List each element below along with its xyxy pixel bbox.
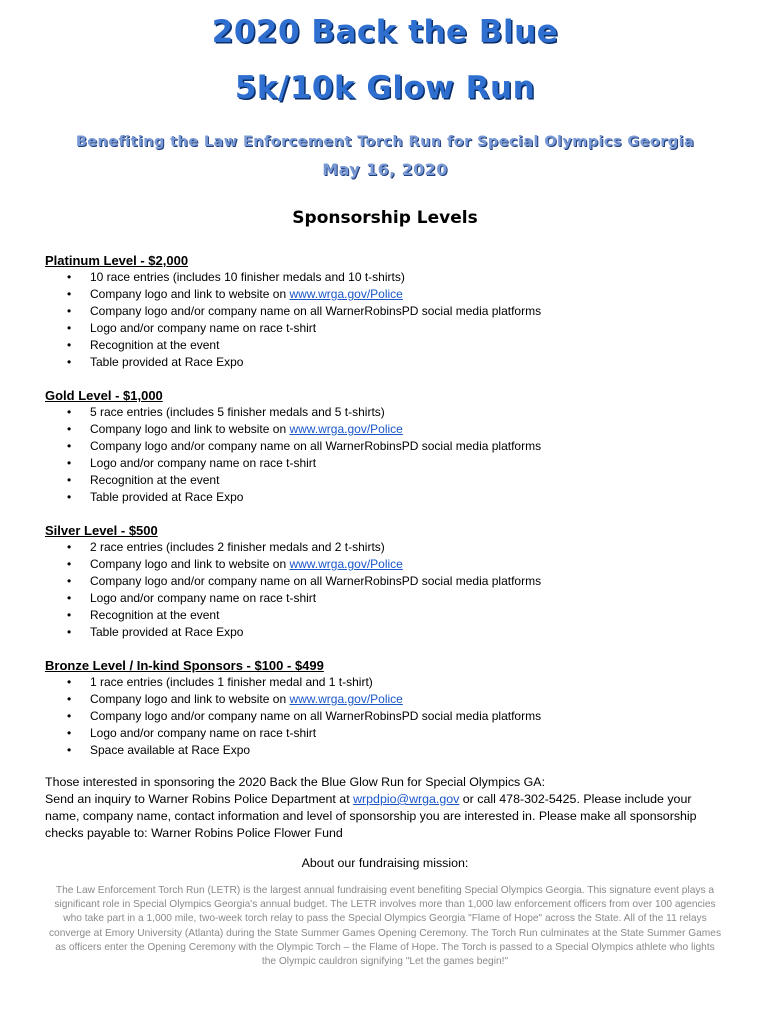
list-item xyxy=(45,455,745,472)
benefit-text: Company logo and link to website on xyxy=(90,556,290,571)
list-item xyxy=(45,674,745,691)
bullet-icon: • xyxy=(67,573,72,588)
benefit-text: Logo and/or company name on race t-shirt xyxy=(90,725,317,740)
sponsor-level-gold xyxy=(45,388,745,505)
about-title: About our fundraising mission: xyxy=(301,856,469,870)
list-item xyxy=(45,269,745,286)
title-line-1: 2020 Back the Blue xyxy=(211,14,559,50)
list-item xyxy=(45,286,745,303)
benefit-text: Table provided at Race Expo xyxy=(90,624,244,639)
list-item xyxy=(45,725,745,742)
list-item xyxy=(45,708,745,725)
list-item xyxy=(45,320,745,337)
bullet-icon: • xyxy=(67,472,72,487)
bullet-icon: • xyxy=(67,725,72,740)
bullet-icon: • xyxy=(67,489,72,504)
list-item xyxy=(45,691,745,708)
bullet-icon: • xyxy=(67,320,72,335)
benefit-text: Company logo and/or company name on all WarnerRobinsPD social media platforms xyxy=(90,573,542,588)
benefit-text: 10 race entries (includes 10 finisher medals and 10 t-shirts) xyxy=(90,270,405,284)
bullet-icon: • xyxy=(67,540,72,554)
bullet-icon: • xyxy=(67,675,72,689)
list-item xyxy=(45,421,745,438)
list-item xyxy=(45,303,745,320)
bullet-icon: • xyxy=(67,421,72,436)
bullet-icon: • xyxy=(67,303,72,318)
benefit-list xyxy=(45,269,745,370)
website-link[interactable]: www.wrga.gov/Police xyxy=(289,691,403,706)
benefit-text: Company logo and link to website on xyxy=(90,421,290,436)
list-item xyxy=(45,489,745,506)
bullet-icon: • xyxy=(67,624,72,639)
bullet-icon: • xyxy=(67,438,72,453)
contact-post-email: or call 478-302-5425. Please include your name, company name, contact information and level of sponsorship you are interested in. Please make all sponsorship checks payable to: Warner Robins Police Flower Fund xyxy=(45,791,697,840)
benefit-list xyxy=(45,539,745,640)
list-item xyxy=(45,624,745,641)
contact-instructions xyxy=(45,791,725,842)
list-item xyxy=(45,472,745,489)
section-heading: Sponsorship Levels xyxy=(292,208,478,228)
level-title: Platinum Level - $2,000 xyxy=(45,253,189,268)
bullet-icon: • xyxy=(67,590,72,605)
email-link[interactable]: wrpdpio@wrga.gov xyxy=(353,791,460,806)
bullet-icon: • xyxy=(67,742,72,757)
bullet-icon: • xyxy=(67,354,72,369)
subtitle: Benefiting the Law Enforcement Torch Run for Special Olympics Georgia xyxy=(75,134,695,150)
benefit-text: Recognition at the event xyxy=(90,607,220,622)
website-link[interactable]: www.wrga.gov/Police xyxy=(289,556,403,571)
sponsor-level-bronze xyxy=(45,658,745,759)
contact-pre-email: Send an inquiry to Warner Robins Police Department at xyxy=(45,791,354,806)
benefit-text: 2 race entries (includes 2 finisher medals and 2 t-shirts) xyxy=(90,540,385,554)
bullet-icon: • xyxy=(67,337,72,352)
level-title: Silver Level - $500 xyxy=(45,523,158,538)
benefit-text: Company logo and/or company name on all WarnerRobinsPD social media platforms xyxy=(90,438,542,453)
benefit-text: Logo and/or company name on race t-shirt xyxy=(90,455,317,470)
list-item xyxy=(45,539,745,556)
level-title: Gold Level - $1,000 xyxy=(45,388,163,403)
sponsor-level-platinum xyxy=(45,253,745,370)
list-item xyxy=(45,573,745,590)
contact-paragraph xyxy=(45,774,725,842)
benefit-text: Company logo and link to website on xyxy=(90,691,290,706)
benefit-list xyxy=(45,674,745,759)
bullet-icon: • xyxy=(67,556,72,571)
bullet-icon: • xyxy=(67,270,72,284)
benefit-text: Logo and/or company name on race t-shirt xyxy=(90,320,317,335)
benefit-text: Table provided at Race Expo xyxy=(90,354,244,369)
bullet-icon: • xyxy=(67,691,72,706)
list-item xyxy=(45,556,745,573)
benefit-text: 1 race entries (includes 1 finisher medal and 1 t-shirt) xyxy=(90,675,373,689)
list-item xyxy=(45,742,745,759)
benefit-text: Company logo and/or company name on all WarnerRobinsPD social media platforms xyxy=(90,708,542,723)
benefit-text: 5 race entries (includes 5 finisher medals and 5 t-shirts) xyxy=(90,405,385,419)
list-item xyxy=(45,438,745,455)
bullet-icon: • xyxy=(67,708,72,723)
bullet-icon: • xyxy=(67,455,72,470)
benefit-text: Logo and/or company name on race t-shirt xyxy=(90,590,317,605)
list-item xyxy=(45,607,745,624)
benefit-text: Recognition at the event xyxy=(90,472,220,487)
bullet-icon: • xyxy=(67,405,72,419)
website-link[interactable]: www.wrga.gov/Police xyxy=(289,286,403,301)
list-item xyxy=(45,404,745,421)
list-item xyxy=(45,337,745,354)
level-title: Bronze Level / In-kind Sponsors - $100 - $499 xyxy=(45,658,324,673)
benefit-text: Company logo and link to website on xyxy=(90,286,290,301)
bullet-icon: • xyxy=(67,286,72,301)
benefit-text: Recognition at the event xyxy=(90,337,220,352)
bullet-icon: • xyxy=(67,607,72,622)
list-item xyxy=(45,590,745,607)
benefit-text: Table provided at Race Expo xyxy=(90,489,244,504)
benefit-list xyxy=(45,404,745,505)
sponsor-level-silver xyxy=(45,523,745,640)
website-link[interactable]: www.wrga.gov/Police xyxy=(289,421,403,436)
mission-text: The Law Enforcement Torch Run (LETR) is the largest annual fundraising event benefiting Special Olympics Georgia. This signature event plays a significant role in Special Olympics Georgia's annual budget. The LETR involves more than 1,000 law enforcement officers from over 100 agencies who take part in a 1,000 mile, two-week torch relay to pass the Special Olympics Georgia "Flame of Hope" across the State. All of the 11 relays converge at Emory University (Atlanta) during the State Summer Games Opening Ceremony. The Torch Run culminates at the State Summer Games as officers enter the Opening Ceremony with the Olympic Torch – the Flame of Hope. The Torch is passed to a Special Olympics athlete who lights the Olympic cauldron signifying "Let the games begin!" xyxy=(48,885,722,968)
list-item xyxy=(45,354,745,371)
title-line-2: 5k/10k Glow Run xyxy=(234,70,536,106)
benefit-text: Space available at Race Expo xyxy=(90,742,251,757)
contact-intro: Those interested in sponsoring the 2020 Back the Blue Glow Run for Special Olympics GA: xyxy=(45,775,546,789)
benefit-text: Company logo and/or company name on all WarnerRobinsPD social media platforms xyxy=(90,303,542,318)
event-date: May 16, 2020 xyxy=(322,160,448,179)
